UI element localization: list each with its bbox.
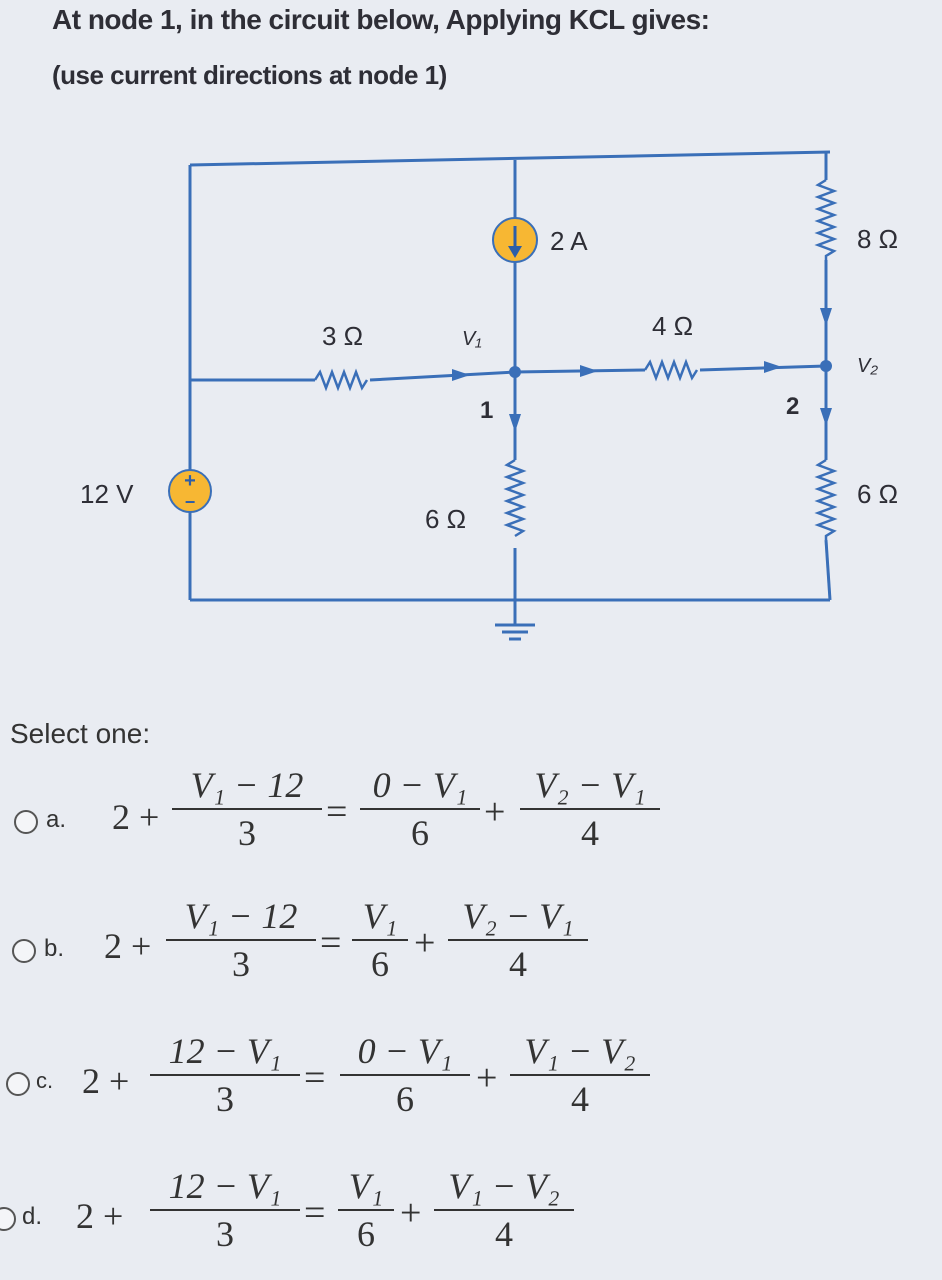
- fraction-bar: [434, 1209, 574, 1211]
- label-2a: 2 A: [550, 226, 588, 256]
- fraction-2-denominator: 6: [396, 1079, 414, 1119]
- radio-option-a[interactable]: [14, 810, 38, 834]
- label-node-1: 1: [480, 397, 494, 424]
- wire-4ohm-to-node2: [700, 366, 826, 370]
- arrow-8ohm-down: [820, 308, 832, 326]
- question-line-2: (use current directions at node 1): [52, 60, 447, 90]
- label-6ohm-right: 6 Ω: [857, 479, 899, 509]
- fraction-1-denominator: 3: [216, 1214, 234, 1254]
- option-letter: a.: [46, 806, 67, 833]
- fraction-bar: [340, 1074, 470, 1076]
- label-3ohm: 3 Ω: [322, 321, 364, 351]
- resistor-8ohm: [818, 180, 834, 260]
- label-v2: V₂: [857, 355, 878, 377]
- resistor-3ohm: [315, 372, 367, 388]
- wire-right-bottom: [826, 540, 830, 600]
- fraction-bar: [338, 1209, 394, 1211]
- fraction-bar: [520, 808, 660, 810]
- fraction-bar: [150, 1209, 300, 1211]
- question-line-1: At node 1, in the circuit below, Applying KCL gives:: [52, 4, 710, 35]
- wire-top: [190, 152, 830, 165]
- option-d[interactable]: [0, 1165, 942, 1275]
- source-minus: −: [184, 492, 196, 512]
- fraction-bar: [150, 1074, 300, 1076]
- fraction-3-numerator: V₁ − V₂: [448, 1166, 560, 1206]
- equals-sign: =: [304, 1057, 326, 1099]
- radio-option-c[interactable]: [6, 1072, 30, 1096]
- option-lead: 2 +: [82, 1061, 130, 1101]
- node-1-dot: [509, 366, 521, 378]
- fraction-bar: [172, 808, 322, 810]
- fraction-2-numerator: 0 − V₁: [372, 765, 468, 805]
- option-letter: b.: [44, 935, 65, 962]
- option-a[interactable]: [0, 760, 942, 870]
- plus-sign: +: [414, 922, 436, 964]
- fraction-bar: [510, 1074, 650, 1076]
- label-v1: V₁: [462, 328, 482, 350]
- node-2-dot: [820, 360, 832, 372]
- wire-3ohm-to-node1: [370, 372, 515, 380]
- equals-sign: =: [326, 791, 348, 833]
- fraction-3-denominator: 4: [495, 1214, 513, 1254]
- ground-symbol: [495, 625, 535, 639]
- label-8ohm: 8 Ω: [857, 224, 899, 254]
- fraction-bar: [352, 939, 408, 941]
- fraction-1-denominator: 3: [232, 944, 250, 984]
- equals-sign: =: [304, 1192, 326, 1234]
- plus-sign: +: [484, 791, 506, 833]
- option-lead: 2 +: [112, 797, 160, 837]
- resistor-6ohm-right: [818, 460, 834, 540]
- radio-option-d[interactable]: [0, 1207, 16, 1231]
- fraction-bar: [448, 939, 588, 941]
- arrow-into-node1: [452, 369, 470, 381]
- fraction-1-numerator: 12 − V₁: [168, 1031, 282, 1071]
- option-c[interactable]: [0, 1030, 942, 1140]
- fraction-bar: [360, 808, 480, 810]
- arrow-node2-down: [820, 408, 832, 426]
- current-source-2a: [493, 218, 537, 262]
- resistor-6ohm-center: [507, 460, 523, 536]
- resistor-4ohm: [645, 362, 697, 378]
- label-4ohm: 4 Ω: [652, 311, 694, 341]
- label-12v: 12 V: [80, 479, 134, 509]
- plus-sign: +: [476, 1057, 498, 1099]
- select-one-label: Select one:: [10, 718, 151, 749]
- arrow-node1-down: [509, 414, 521, 432]
- fraction-2-denominator: 6: [357, 1214, 375, 1254]
- fraction-1-numerator: 12 − V₁: [168, 1166, 282, 1206]
- fraction-3-denominator: 4: [509, 944, 527, 984]
- arrow-into-node2: [764, 361, 782, 373]
- fraction-3-denominator: 4: [571, 1079, 589, 1119]
- fraction-1-numerator: V₁ − 12: [184, 896, 298, 936]
- fraction-2-numerator: V₁: [362, 896, 398, 936]
- option-lead: 2 +: [104, 926, 152, 966]
- fraction-2-denominator: 6: [371, 944, 389, 984]
- fraction-3-numerator: V₂ − V₁: [534, 765, 646, 805]
- fraction-2-numerator: 0 − V₁: [357, 1031, 453, 1071]
- radio-option-b[interactable]: [12, 939, 36, 963]
- option-letter: c.: [36, 1068, 54, 1093]
- source-plus: +: [184, 470, 196, 492]
- fraction-3-numerator: V₂ − V₁: [462, 896, 574, 936]
- option-lead: 2 +: [76, 1196, 124, 1236]
- option-letter: d.: [22, 1203, 43, 1230]
- label-6ohm-center: 6 Ω: [425, 504, 467, 534]
- fraction-3-numerator: V₁ − V₂: [524, 1031, 636, 1071]
- fraction-bar: [166, 939, 316, 941]
- option-b[interactable]: [0, 895, 942, 1005]
- voltage-source-12v: [169, 470, 211, 512]
- fraction-2-numerator: V₁: [348, 1166, 384, 1206]
- fraction-3-denominator: 4: [581, 813, 599, 853]
- fraction-1-denominator: 3: [238, 813, 256, 853]
- label-node-2: 2: [786, 393, 800, 420]
- circuit-diagram: [0, 130, 942, 690]
- fraction-1-denominator: 3: [216, 1079, 234, 1119]
- equals-sign: =: [320, 922, 342, 964]
- fraction-1-numerator: V₁ − 12: [190, 765, 304, 805]
- arrow-node1-right: [580, 365, 598, 377]
- plus-sign: +: [400, 1192, 422, 1234]
- fraction-2-denominator: 6: [411, 813, 429, 853]
